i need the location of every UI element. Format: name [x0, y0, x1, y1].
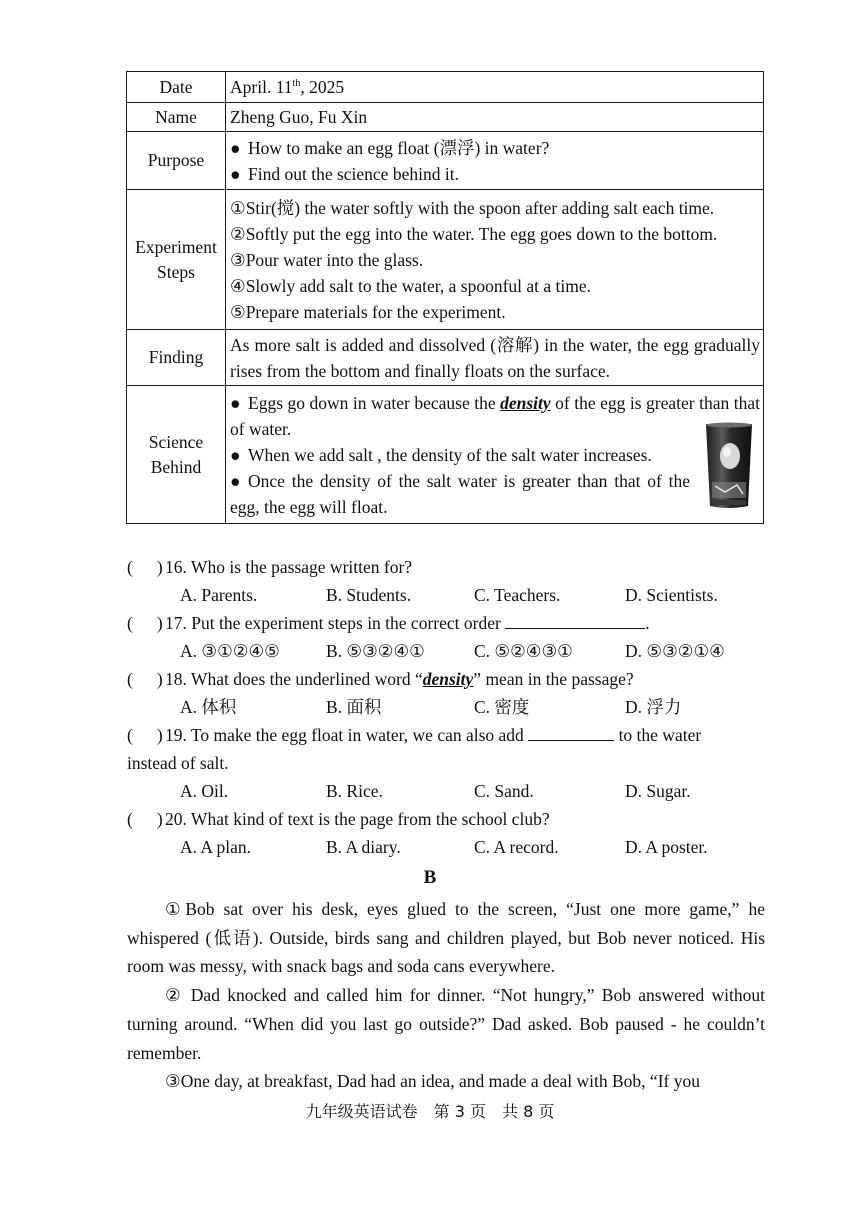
- steps-label: Experiment Steps: [127, 190, 226, 330]
- purpose-item: ● How to make an egg float (漂浮) in water?: [230, 135, 760, 161]
- question-20: ( ) 20. What kind of text is the page from the school club?: [127, 805, 767, 833]
- purpose-value: [226, 132, 764, 190]
- answer-bracket[interactable]: ( ): [127, 613, 163, 633]
- experiment-record-table: [126, 71, 764, 524]
- density-word: density: [500, 392, 551, 413]
- date-value-suffix: th: [292, 78, 301, 90]
- option-b[interactable]: B. Students.: [326, 585, 412, 605]
- option-c[interactable]: C. Sand.: [474, 781, 534, 801]
- question-19-line2: instead of salt.: [127, 753, 229, 773]
- science-point: ● Once the density of the salt water is greater than that of the egg, the egg will float.: [230, 468, 760, 520]
- option-a[interactable]: A. ③①②④⑤: [180, 641, 280, 661]
- date-value-day: April. 11: [230, 77, 293, 97]
- passage-paragraph: ③One day, at breakfast, Dad had an idea, and made a deal with Bob, “If you: [165, 1071, 700, 1092]
- options-19: [127, 777, 767, 805]
- purpose-label: Purpose: [127, 132, 226, 190]
- table-row-finding: [127, 330, 764, 386]
- question-18: ( ) 18. What does the underlined word “density” mean in the passage?: [127, 665, 767, 693]
- section-b-heading: B: [423, 867, 437, 888]
- options-16: [127, 581, 767, 609]
- options-20: [127, 833, 767, 861]
- step-item: ④Slowly add salt to the water, a spoonful at a time.: [230, 275, 592, 296]
- option-d[interactable]: D. 浮力: [625, 697, 682, 717]
- option-c[interactable]: C. 密度: [474, 697, 530, 717]
- option-c[interactable]: C. A record.: [474, 837, 559, 857]
- option-d[interactable]: D. Sugar.: [625, 781, 691, 801]
- option-a[interactable]: A. Oil.: [180, 781, 229, 801]
- option-d[interactable]: D. ⑤③②①④: [625, 641, 725, 661]
- table-row-purpose: [127, 132, 764, 190]
- option-c[interactable]: C. Teachers.: [474, 585, 561, 605]
- step-item: ③Pour water into the glass.: [230, 249, 424, 270]
- option-c[interactable]: C. ⑤②④③①: [474, 641, 573, 661]
- science-value: [226, 386, 764, 524]
- density-word: density: [422, 669, 474, 689]
- passage-paragraph: ①Bob sat over his desk, eyes glued to the screen, “Just one more game,” he whispered (低语). Outside, birds sang and children played, but Bob never noticed. His room was messy, with snack bags and soda cans everywhere.: [127, 899, 765, 977]
- answer-bracket[interactable]: ( ): [127, 557, 163, 577]
- option-d[interactable]: D. A poster.: [625, 837, 708, 857]
- option-b[interactable]: B. ⑤③②④①: [326, 641, 425, 661]
- option-b[interactable]: B. 面积: [326, 697, 382, 717]
- passage-paragraph: ② Dad knocked and called him for dinner. “Not hungry,” Bob answered without turning around. “When did you last go outside?” Dad asked. Bob paused - he couldn’t remember.: [127, 985, 765, 1063]
- name-label: Name: [127, 103, 226, 132]
- answer-blank[interactable]: [505, 610, 645, 629]
- passage-b: [127, 895, 765, 1096]
- answer-bracket[interactable]: ( ): [127, 669, 163, 689]
- table-row-date: [127, 72, 764, 103]
- bullet-icon: ●: [230, 444, 241, 465]
- option-a[interactable]: A. Parents.: [180, 585, 258, 605]
- question-16: ( ) 16. Who is the passage written for?: [127, 553, 767, 581]
- name-value: Zheng Guo, Fu Xin: [226, 103, 764, 132]
- step-item: ②Softly put the egg into the water. The egg goes down to the bottom.: [230, 223, 718, 244]
- table-row-name: [127, 103, 764, 132]
- finding-value: As more salt is added and dissolved (溶解) in the water, the egg gradually rises from the bottom and finally floats on the surface.: [226, 330, 764, 386]
- answer-bracket[interactable]: ( ): [127, 725, 163, 745]
- science-point: ● Eggs go down in water because the density of the egg is greater than that of water.: [230, 390, 760, 442]
- steps-value: [226, 190, 764, 330]
- options-17: [127, 637, 767, 665]
- answer-blank[interactable]: [528, 722, 614, 741]
- bullet-icon: ●: [230, 163, 241, 184]
- step-item: ⑤Prepare materials for the experiment.: [230, 301, 506, 322]
- purpose-item: ● Find out the science behind it.: [230, 161, 760, 187]
- question-17: ( ) 17. Put the experiment steps in the correct order .: [127, 609, 767, 637]
- option-b[interactable]: B. Rice.: [326, 781, 383, 801]
- question-19: ( ) 19. To make the egg float in water, we can also add to the water: [127, 721, 767, 749]
- option-b[interactable]: B. A diary.: [326, 837, 401, 857]
- option-a[interactable]: A. A plan.: [180, 837, 251, 857]
- science-point: ● When we add salt , the density of the salt water increases.: [230, 442, 760, 468]
- answer-bracket[interactable]: ( ): [127, 809, 163, 829]
- science-label: Science Behind: [127, 386, 226, 524]
- bullet-icon: ●: [230, 392, 241, 413]
- bullet-icon: ●: [230, 137, 241, 158]
- finding-label: Finding: [127, 330, 226, 386]
- table-row-science: [127, 386, 764, 524]
- options-18: [127, 693, 767, 721]
- egg-in-glass-icon: [703, 422, 755, 510]
- option-d[interactable]: D. Scientists.: [625, 585, 718, 605]
- bullet-icon: ●: [230, 470, 241, 491]
- date-value: [226, 72, 764, 103]
- date-label: Date: [127, 72, 226, 103]
- date-value-year: , 2025: [300, 77, 345, 97]
- option-a[interactable]: A. 体积: [180, 697, 237, 717]
- page-footer: 九年级英语试卷 第 3 页 共 8 页: [305, 1102, 555, 1121]
- step-item: ①Stir(搅) the water softly with the spoon after adding salt each time.: [230, 197, 715, 218]
- table-row-steps: [127, 190, 764, 330]
- question-list: [127, 553, 767, 861]
